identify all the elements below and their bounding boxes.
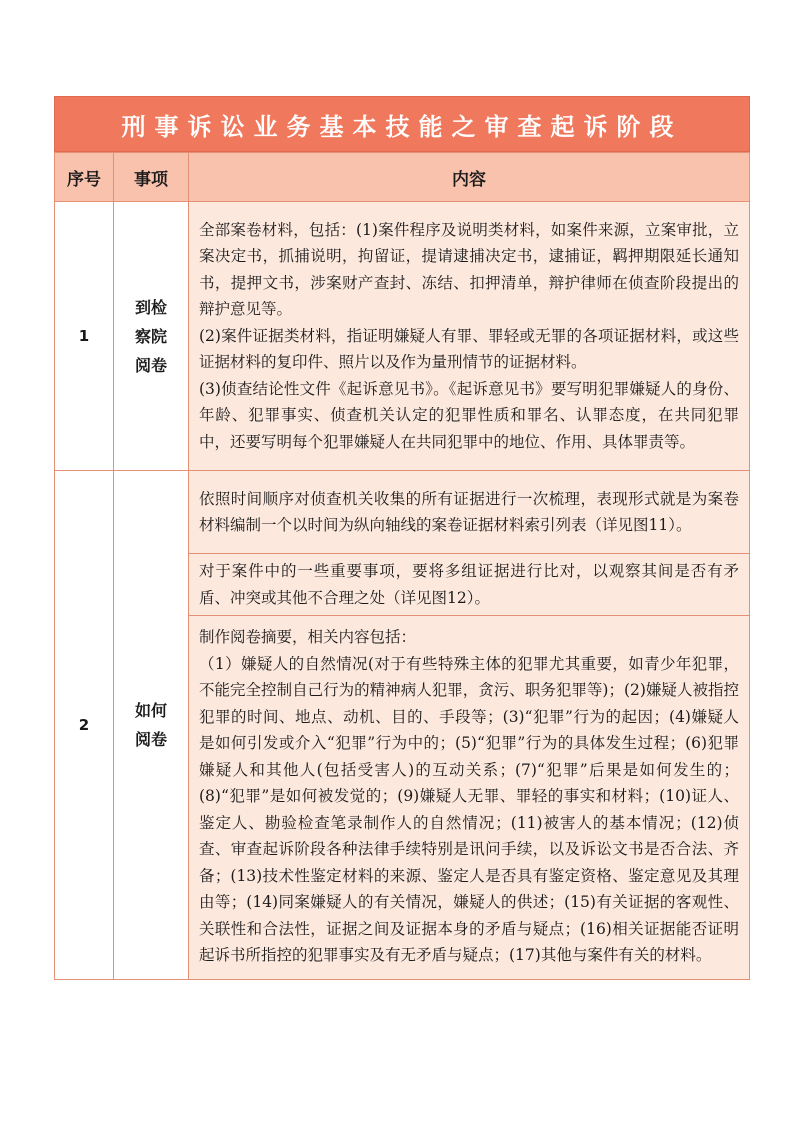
row-item-line: 察院 — [134, 326, 167, 346]
row-item-line: 到检 — [134, 297, 167, 317]
row-number: 1 — [55, 202, 114, 471]
content-paragraph: (2)案件证据类材料，指证明嫌疑人有罪、罪轻或无罪的各项证据材料，或这些证据材料的复印件、照片以及作为量刑情节的证据材料。 — [199, 326, 739, 372]
header-row — [55, 153, 750, 202]
header-content: 内容 — [189, 153, 750, 202]
content-paragraph: 全部案卷材料，包括：(1)案件程序及说明类材料，如案件来源，立案审批，立案决定书，抓捕说明，拘留证，提请逮捕决定书，逮捕证，羁押期限延长通知书，提押文书，涉案财产查封、冻结、扣押清单，辩护律师在侦查阶段提出的辩护意见等。 — [199, 220, 739, 319]
row-number: 2 — [55, 471, 114, 980]
content-paragraph: 依照时间顺序对侦查机关收集的所有证据进行一次梳理，表现形式就是为案卷材料编制一个以时间为纵向轴线的案卷证据材料索引列表（详见图11）。 — [199, 489, 739, 534]
row-item — [114, 471, 189, 980]
row-item-line: 阅卷 — [134, 355, 167, 375]
content-paragraph: 制作阅卷摘要，相关内容包括： — [199, 628, 417, 646]
table-title: 刑事诉讼业务基本技能之审查起诉阶段 — [54, 96, 750, 152]
row-item — [114, 202, 189, 471]
row-item-line: 如何 — [134, 700, 167, 720]
table-row — [55, 471, 750, 554]
row-content — [189, 554, 750, 616]
table-row — [55, 202, 750, 471]
content-paragraph: (3)侦查结论性文件《起诉意见书》。《起诉意见书》要写明犯罪嫌疑人的身份、年龄、犯罪事实、侦查机关认定的犯罪性质和罪名、认罪态度，在共同犯罪中，还要写明每个犯罪嫌疑人在共同犯罪中的地位、作用、具体罪责等。 — [199, 379, 739, 451]
row-content — [189, 202, 750, 471]
row-content — [189, 471, 750, 554]
header-item: 事项 — [114, 153, 189, 202]
doc-table — [54, 96, 750, 980]
row-content — [189, 616, 750, 980]
row-item-line: 阅卷 — [134, 729, 167, 749]
content-paragraph: 对于案件中的一些重要事项，要将多组证据进行比对，以观察其间是否有矛盾、冲突或其他不合理之处（详见图12）。 — [199, 562, 739, 607]
header-no: 序号 — [55, 153, 114, 202]
content-table — [54, 152, 750, 980]
content-paragraph: （1）嫌疑人的自然情况(对于有些特殊主体的犯罪尤其重要，如青少年犯罪，不能完全控制自己行为的精神病人犯罪，贪污、职务犯罪等)；(2)嫌疑人被指控犯罪的时间、地点、动机、目的、手段等；(3)“犯罪”行为的起因；(4)嫌疑人是如何引发或介入“犯罪”行为中的；(5)“犯罪”行为的具体发生过程；(6)犯罪嫌疑人和其他人(包括受害人)的互动关系；(7)“犯罪”后果是如何发生的；(8)“犯罪”是如何被发觉的；(9)嫌疑人无罪、罪轻的事实和材料；(10)证人、鉴定人、勘验检查笔录制作人的自然情况；(11)被害人的基本情况；(12)侦查、审查起诉阶段各种法律手续特别是讯问手续，以及诉讼文书是否合法、齐备；(13)技术性鉴定材料的来源、鉴定人是否具有鉴定资格、鉴定意见及其理由等；(14)同案嫌疑人的有关情况，嫌疑人的供述；(15)有关证据的客观性、关联性和合法性，证据之间及证据本身的矛盾与疑点；(16)相关证据能否证明起诉书所指控的犯罪事实及有无矛盾与疑点；(17)其他与案件有关的材料。 — [199, 654, 739, 964]
